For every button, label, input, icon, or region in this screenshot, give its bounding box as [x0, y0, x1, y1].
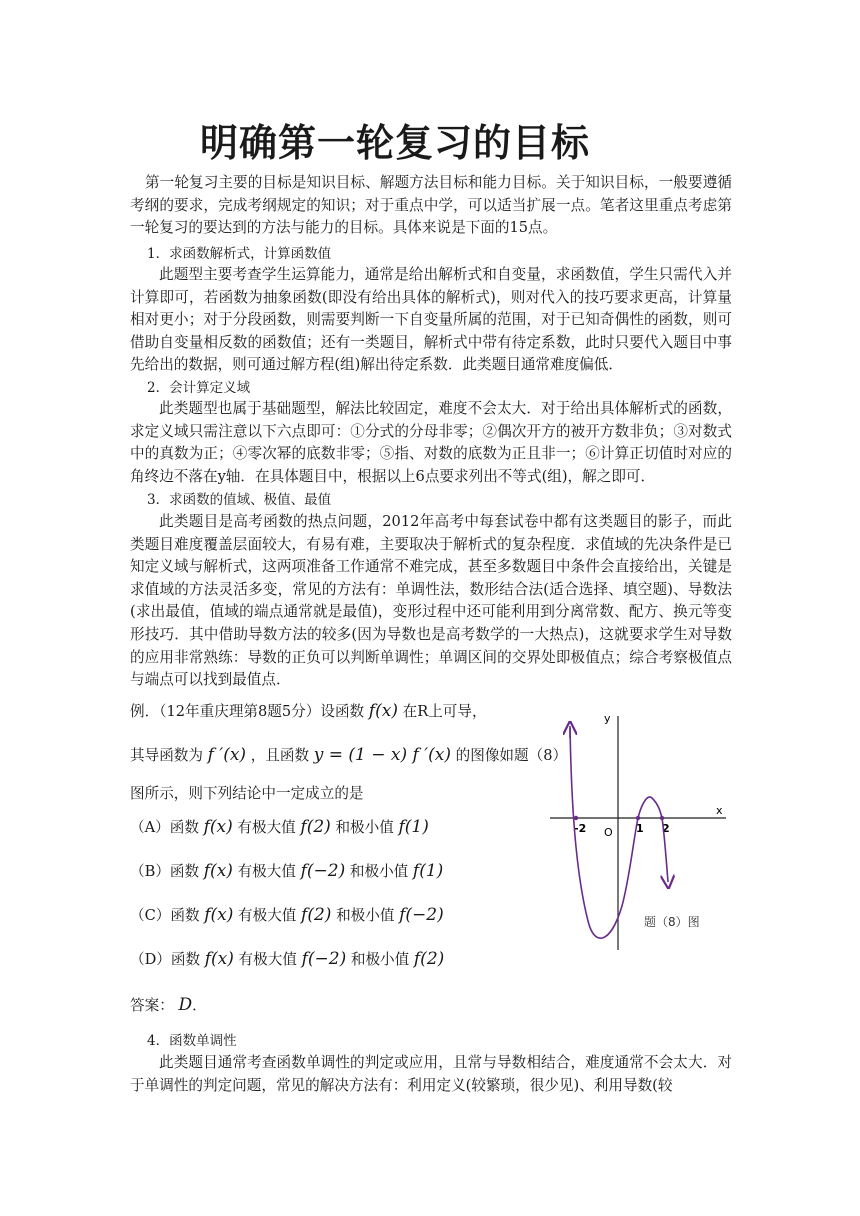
- option-d: （D）函数 f(x) 有极大值 f(−2) 和极小值 f(2): [130, 949, 445, 969]
- graph-figure: [548, 706, 738, 950]
- math-f-prime: f ′: [207, 745, 224, 765]
- x-axis-label: x: [716, 804, 723, 817]
- tick-label-neg2: -2: [574, 822, 587, 835]
- section-1-body: 此题型主要考查学生运算能力，通常是给出解析式和自变量，求函数值，学生只需代入并计算即可，若函数为抽象函数(即没有给出具体的解析式)，则对代入的技巧要求更高，计算量相对更小；对于分段函数，则需要判断一下自变量所属的范围，对于已知奇偶性的函数，则可借助自变量相反数的函数值；还有一类题目，解析式中带有待定系数，此时只要代入题目中事先给出的数据，则可通过解方程(组)解出待定系数．此类题目通常难度偏低．: [130, 266, 732, 374]
- tick-label-2: 2: [662, 822, 670, 835]
- example-line-1: 例．（12年重庆理第8题5分）设函数 f(x) 在R上可导，: [130, 701, 487, 721]
- intro-paragraph: 第一轮复习主要的目标是知识目标、解题方法目标和能力目标。关于知识目标，一般要遵循考纲的要求，完成考纲规定的知识；对于重点中学，可以适当扩展一点。笔者这里重点考虑第一轮复习的要达到的方法与能力的目标。具体来说是下面的15点。: [130, 174, 732, 237]
- tick-label-1: 1: [636, 822, 644, 835]
- section-2-body: 此类题型也属于基础题型，解法比较固定，难度不会太大．对于给出具体解析式的函数，求定义域只需注意以下六点即可：①分式的分母非零；②偶次开方的被开方数非负；③对数式中的真数为正；④零次幂的底数非零；⑤指、对数的底数为正且非一；⑥计算正切值时对应的角终边不落在y轴．在具体题目中，根据以上6点要求列出不等式(组)，解之即可．: [130, 400, 732, 485]
- page-title: 明确第一轮复习的目标: [199, 121, 590, 165]
- answer-value: D: [178, 995, 193, 1015]
- math-f-of-x: f: [368, 701, 376, 721]
- option-a: （A）函数 f(x) 有极大值 f(2) 和极小值 f(1): [130, 817, 429, 837]
- section-4-body: 此类题目通常考查函数单调性的判定或应用，且常与导数相结合，难度通常不会太大．对于单调性的判定问题，常见的解决方法有：利用定义(较繁琐，很少见)、利用导数(较: [130, 1054, 732, 1094]
- option-c: （C）函数 f(x) 有极大值 f(2) 和极小值 f(−2): [130, 905, 444, 925]
- figure-caption: 题（8）图: [644, 915, 700, 929]
- section-3-heading: 3．求函数的值域、极值、最值: [147, 492, 332, 508]
- option-b: （B）函数 f(x) 有极大值 f(−2) 和极小值 f(1): [130, 861, 444, 881]
- example-line-3: 图所示，则下列结论中一定成立的是: [130, 785, 364, 802]
- section-2-heading: 2．会计算定义域: [147, 380, 251, 396]
- answer-line: 答案： D．: [130, 995, 207, 1015]
- section-4-heading: 4．函数单调性: [147, 1033, 237, 1049]
- section-1-heading: 1．求函数解析式，计算函数值: [147, 246, 332, 262]
- section-3-body: 此类题目是高考函数的热点问题，2012年高考中每套试卷中都有这类题目的影子，而此类题目难度覆盖层面较大，有易有难，主要取决于解析式的复杂程度．求值域的先决条件是已知定义域与解析式，这两项准备工作通常不难完成，甚至多数题目中条件会直接给出，关键是求值域的方法灵活多变，常见的方法有：单调性法，数形结合法(适合选择、填空题)、导数法(求出最值，值域的端点通常就是最值)，变形过程中还可能利用到分离常数、配方、换元等变形技巧．其中借助导数方法的较多(因为导数也是高考数学的一大热点)，这就要求学生对导数的应用非常熟练：导数的正负可以判断单调性；单调区间的交界处即极值点；综合考察极值点与端点可以找到最值点．: [130, 513, 732, 689]
- origin-label: O: [604, 826, 613, 839]
- y-axis-label: y: [604, 712, 611, 725]
- example-line-2: 其导函数为 f ′(x) ，且函数 y = (1 − x) f ′(x) 的图像如题（8）: [130, 745, 568, 765]
- math-y-expression: y: [313, 745, 324, 765]
